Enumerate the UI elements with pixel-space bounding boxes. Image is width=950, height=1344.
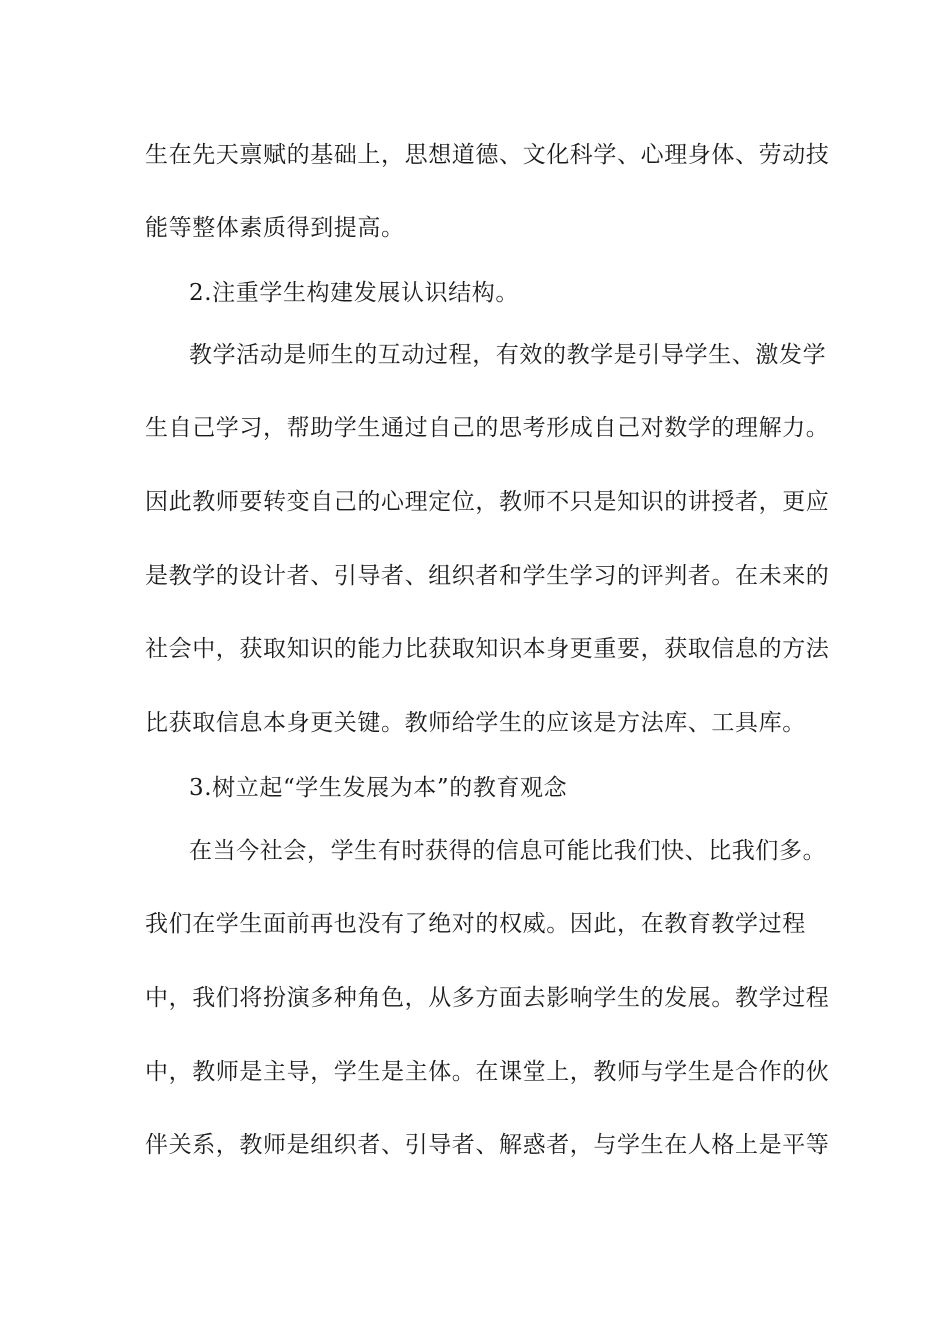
text-line: 能等整体素质得到提高。 — [145, 215, 405, 241]
text-line: 比获取信息本身更关键。教师给学生的应该是方法库、工具库。 — [145, 710, 806, 736]
text-line: 我们在学生面前再也没有了绝对的权威。因此，在教育教学过程 — [145, 911, 806, 937]
text-line: 生在先天禀赋的基础上，思想道德、文化科学、心理身体、劳动技 — [145, 142, 830, 168]
text-line: 中，我们将扮演多种角色，从多方面去影响学生的发展。教学过程 — [145, 985, 830, 1011]
text-line: 中，教师是主导，学生是主体。在课堂上，教师与学生是合作的伙 — [145, 1059, 830, 1085]
text-line: 因此教师要转变自己的心理定位，教师不只是知识的讲授者，更应 — [145, 489, 830, 515]
section-heading: 3.树立起“学生发展为本”的教育观念 — [189, 775, 568, 801]
text-line: 教学活动是师生的互动过程，有效的教学是引导学生、激发学 — [189, 342, 827, 368]
text-line: 生自己学习，帮助学生通过自己的思考形成自己对数学的理解力。 — [145, 415, 830, 441]
text-line: 社会中，获取知识的能力比获取知识本身更重要，获取信息的方法 — [145, 636, 830, 662]
text-line: 在当今社会，学生有时获得的信息可能比我们快、比我们多。 — [189, 838, 827, 864]
text-line: 伴关系，教师是组织者、引导者、解惑者，与学生在人格上是平等 — [145, 1132, 830, 1158]
section-heading: 2.注重学生构建发展认识结构。 — [189, 280, 519, 306]
text-line: 是教学的设计者、引导者、组织者和学生学习的评判者。在未来的 — [145, 563, 830, 589]
